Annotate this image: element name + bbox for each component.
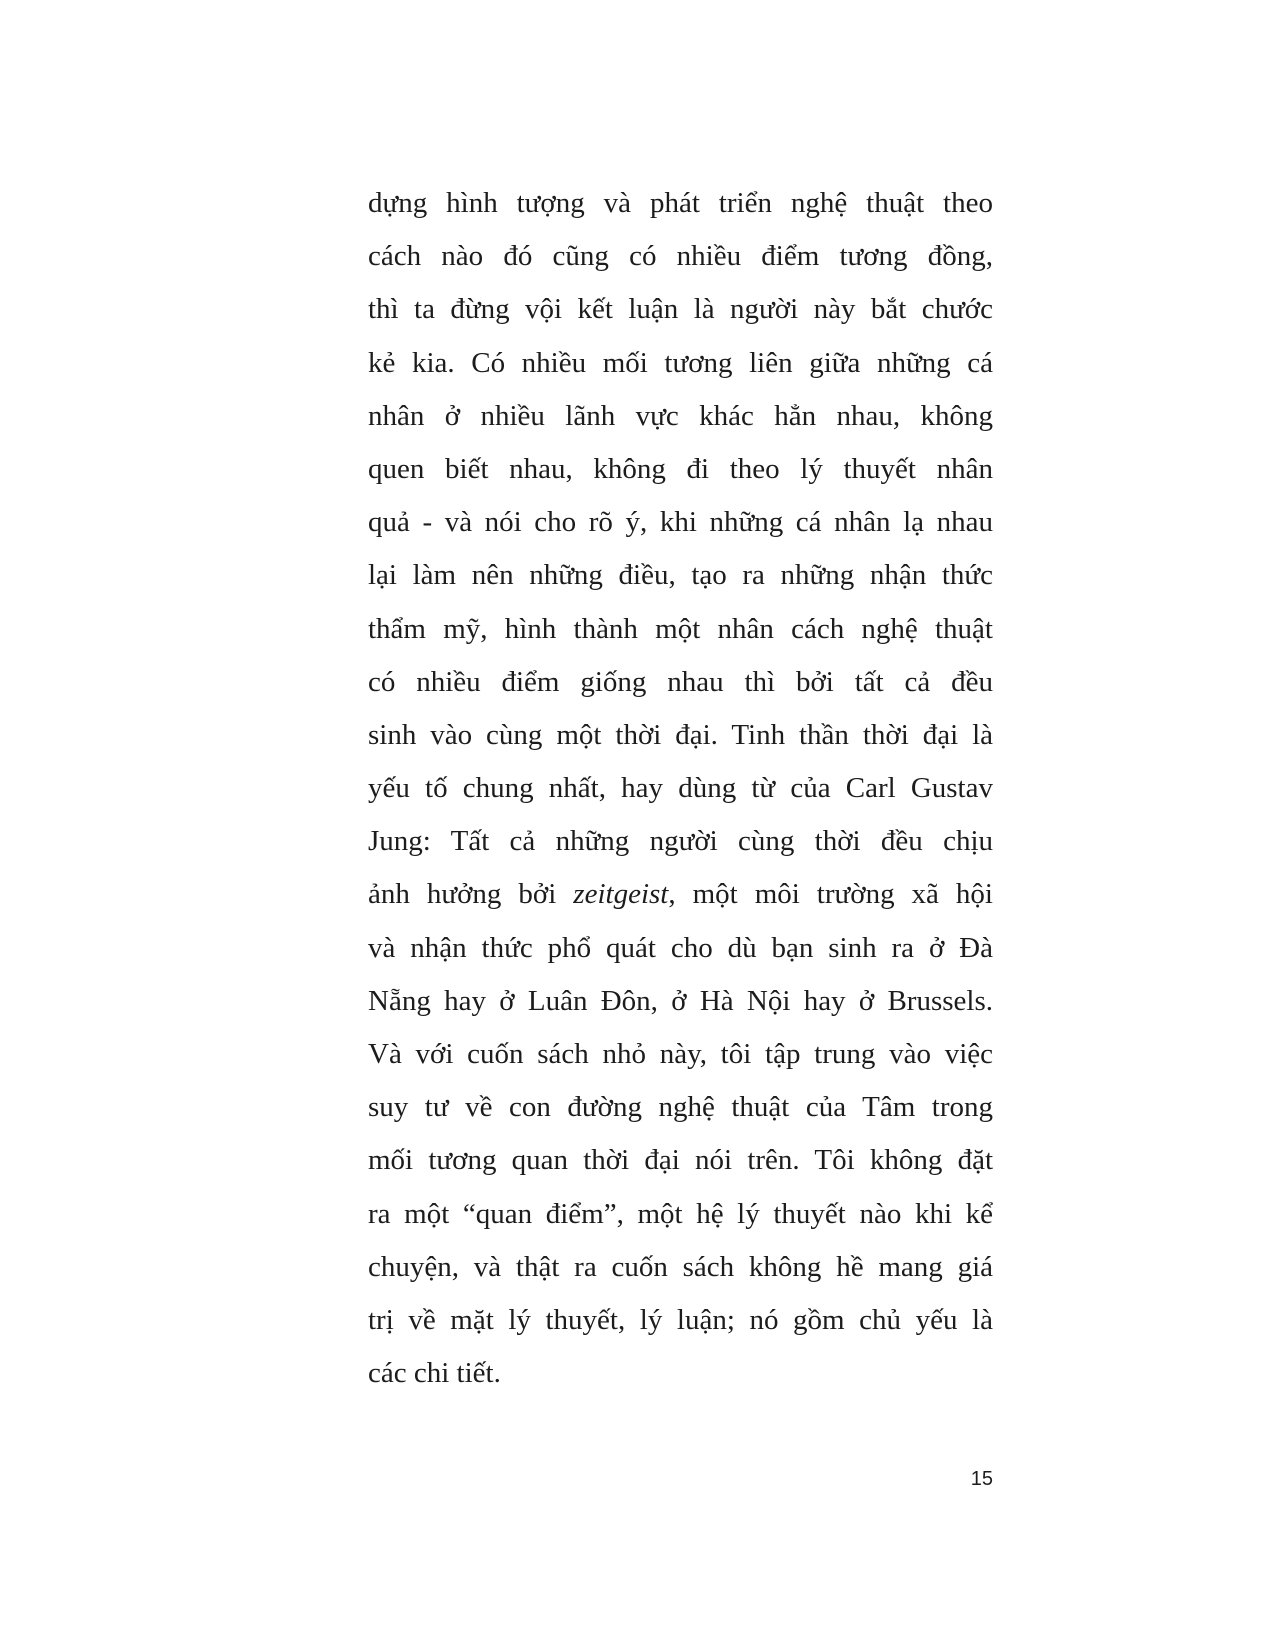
text-line: quen biết nhau, không đi theo lý thuyết nhân (368, 452, 993, 485)
text-line-with-italic (368, 868, 993, 921)
text-line: có nhiều điểm giống nhau thì bởi tất cả đều (368, 665, 993, 698)
italic-term: zeitgeist (573, 878, 669, 911)
text-line: Jung: Tất cả những người cùng thời đều chịu (368, 825, 993, 858)
text-line: thì ta đừng vội kết luận là người này bắt chước (368, 293, 993, 326)
text-line: dựng hình tượng và phát triển nghệ thuật theo (368, 187, 993, 219)
text-line: cách nào đó cũng có nhiều điểm tương đồng, (368, 240, 993, 273)
text-line: yếu tố chung nhất, hay dùng từ của Carl Gustav (368, 772, 993, 805)
body-text (368, 177, 993, 1400)
text-line: Và với cuốn sách nhỏ này, tôi tập trung vào việc (368, 1038, 993, 1070)
text-line: quả - và nói cho rõ ý, khi những cá nhân lạ nhau (368, 506, 993, 539)
text-segment: , một môi trường xã hội (668, 878, 993, 911)
text-segment: ảnh hưởng bởi (368, 878, 574, 911)
text-line: và nhận thức phổ quát cho dù bạn sinh ra ở Đà (368, 931, 993, 964)
text-line: thẩm mỹ, hình thành một nhân cách nghệ thuật (368, 612, 993, 645)
page-number: 15 (970, 1468, 993, 1490)
text-line: sinh vào cùng một thời đại. Tinh thần thời đại là (368, 718, 993, 751)
text-line: lại làm nên những điều, tạo ra những nhận thức (368, 559, 993, 592)
text-line: nhân ở nhiều lãnh vực khác hẳn nhau, không (368, 399, 993, 432)
text-line: suy tư về con đường nghệ thuật của Tâm trong (368, 1091, 993, 1124)
text-line: chuyện, và thật ra cuốn sách không hề mang giá (368, 1250, 993, 1283)
text-line: ra một “quan điểm”, một hệ lý thuyết nào khi kể (368, 1197, 993, 1230)
text-line: trị về mặt lý thuyết, lý luận; nó gồm chủ yếu là (368, 1303, 993, 1336)
text-line: Nẵng hay ở Luân Đôn, ở Hà Nội hay ở Brussels. (368, 984, 993, 1017)
text-line: kẻ kia. Có nhiều mối tương liên giữa những cá (368, 346, 993, 379)
text-line-last: các chi tiết. (368, 1357, 501, 1390)
text-line: mối tương quan thời đại nói trên. Tôi không đặt (368, 1144, 993, 1177)
